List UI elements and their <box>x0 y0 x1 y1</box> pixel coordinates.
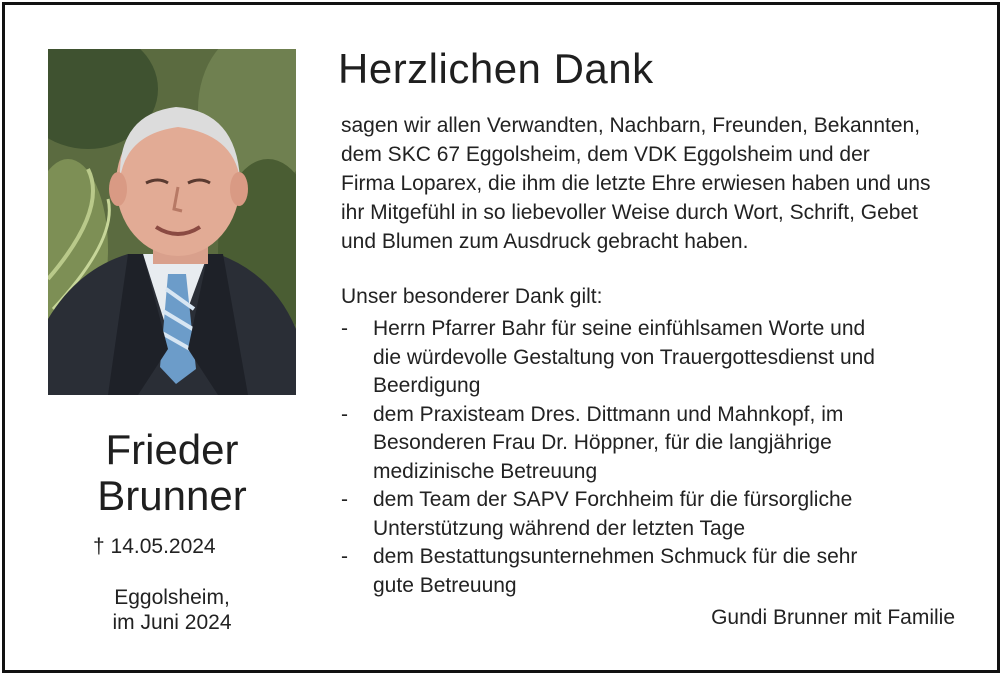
portrait-photo <box>48 49 296 395</box>
intro-line: dem SKC 67 Eggolsheim, dem VDK Eggolsheim und der <box>341 143 870 166</box>
deceased-name <box>48 427 296 519</box>
place: Eggolsheim, <box>114 586 230 609</box>
signature: Gundi Brunner mit Familie <box>711 606 955 629</box>
thanks-list <box>341 315 961 600</box>
intro-text <box>341 111 981 256</box>
list-item <box>341 315 961 401</box>
list-item-line: dem Team der SAPV Forchheim für die fürsorgliche <box>373 488 853 511</box>
bullet-dash: - <box>341 545 348 568</box>
death-date: † 14.05.2024 <box>93 535 216 558</box>
page-title: Herzlichen Dank <box>338 45 654 92</box>
bullet-dash: - <box>341 488 348 511</box>
list-item <box>341 486 961 543</box>
obituary-card <box>2 2 1000 673</box>
list-item-line: gute Betreuung <box>373 573 517 597</box>
intro-line: Firma Loparex, die ihm die letzte Ehre erwiesen haben und uns <box>341 172 931 195</box>
date: im Juni 2024 <box>112 611 232 634</box>
list-item <box>341 543 961 600</box>
list-item-line: Beerdigung <box>373 374 481 397</box>
bullet-dash: - <box>341 402 348 426</box>
special-thanks-label: Unser besonderer Dank gilt: <box>341 285 603 308</box>
list-item <box>341 401 961 487</box>
list-item-line: dem Bestattungsunternehmen Schmuck für die sehr <box>373 545 858 568</box>
list-item-line: die würdevolle Gestaltung von Trauergottesdienst und <box>373 345 875 369</box>
list-item-line: Unterstützung während der letzten Tage <box>373 516 746 540</box>
place-date <box>48 585 296 635</box>
list-item-line: dem Praxisteam Dres. Dittmann und Mahnkopf, im <box>373 402 844 426</box>
bullet-dash: - <box>341 317 348 340</box>
intro-line: sagen wir allen Verwandten, Nachbarn, Freunden, Bekannten, <box>341 114 921 137</box>
list-item-line: medizinische Betreuung <box>373 459 598 483</box>
last-name: Brunner <box>97 472 247 519</box>
list-item-line: Besonderen Frau Dr. Höppner, für die langjährige <box>373 431 832 454</box>
list-item-line: Herrn Pfarrer Bahr für seine einfühlsamen Worte und <box>373 317 866 340</box>
first-name: Frieder <box>105 426 239 473</box>
intro-line: ihr Mitgefühl in so liebevoller Weise durch Wort, Schrift, Gebet <box>341 201 918 224</box>
intro-line: und Blumen zum Ausdruck gebracht haben. <box>341 230 749 253</box>
